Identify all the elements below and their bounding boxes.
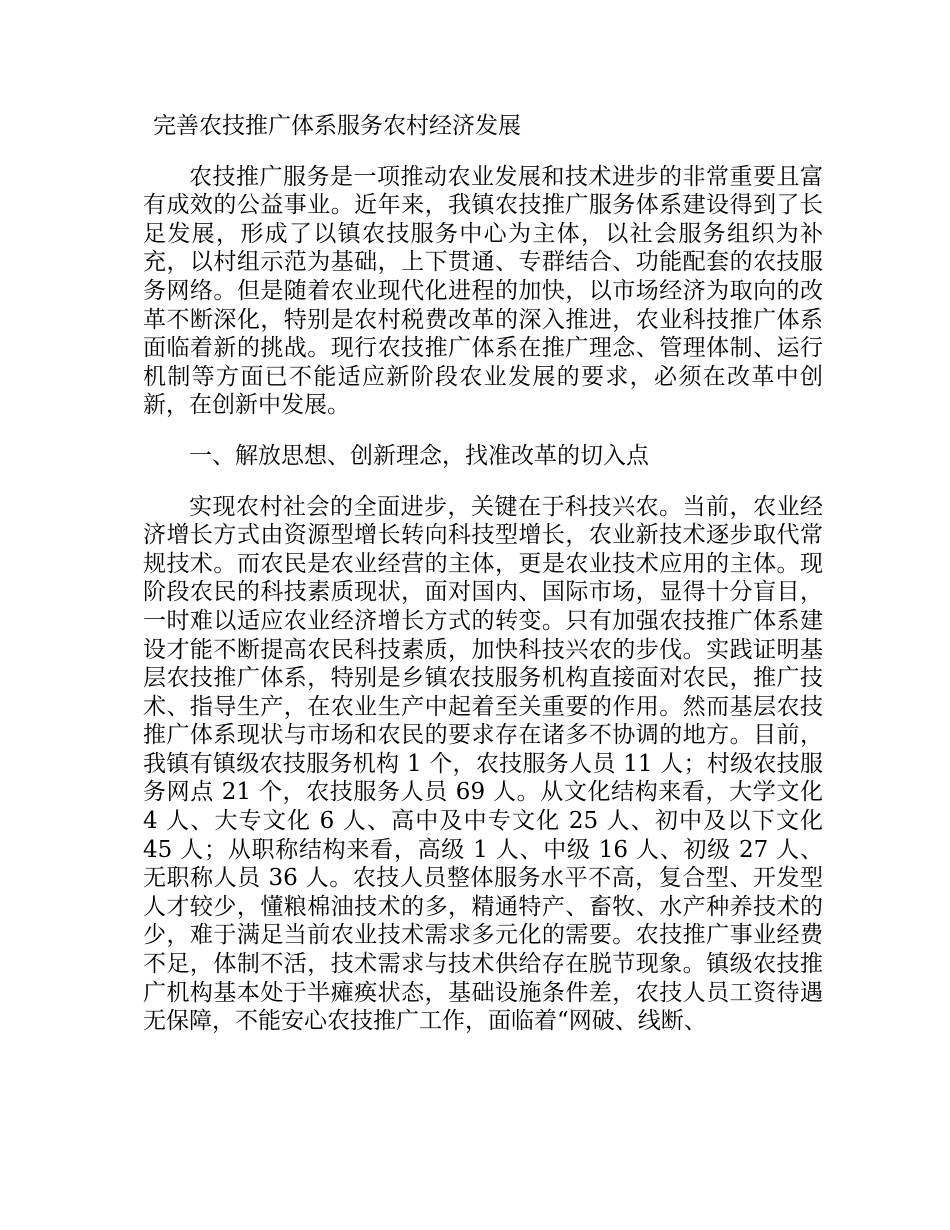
section-heading: 一、解放思想、创新理念，找准改革的切入点 xyxy=(189,442,649,469)
intro-paragraph: 农技推广服务是一项推动农业发展和技术进步的非常重要且富有成效的公益事业。近年来，我镇农技推广服务体系建设得到了长足发展，形成了以镇农技服务中心为主体，以社会服务组织为补充，以村组示范为基础，上下贯通、专群结合、功能配套的农技服务网络。但是随着农业现代化进程的加快，以市场经济为取向的改革不断深化，特别是农村税费改革的深入推进，农业科技推广体系面临着新的挑战。现行农技推广体系在推广理念、管理体制、运行机制等方面已不能适应新阶段农业发展的要求，必须在改革中创新，在创新中发展。 xyxy=(143,163,823,419)
body-paragraph: 实现农村社会的全面进步，关键在于科技兴农。当前，农业经济增长方式由资源型增长转向科技型增长，农业新技术逐步取代常规技术。而农民是农业经营的主体，更是农业技术应用的主体。现阶段农民的科技素质现状，面对国内、国际市场，显得十分盲目，一时难以适应农业经济增长方式的转变。只有加强农技推广体系建设才能不断提高农民科技素质，加快科技兴农的步伐。实践证明基层农技推广体系，特别是乡镇农技服务机构直接面对农民，推广技术、指导生产，在农业生产中起着至关重要的作用。然而基层农技推广体系现状与市场和农民的要求存在诸多不协调的地方。目前，我镇有镇级农技服务机构 1 个，农技服务人员 11 人；村级农技服务网点 21 个，农技服务人员 69 人。从文化结构来看，大学文化 4 人、大专文化 6 人、高中及中专文化 25 人、初中及以下文化 45 人；从职称结构来看，高级 1 人、中级 16 人、初级 27 人、无职称人员 36 人。农技人员整体服务水平不高，复合型、开发型人才较少，懂粮棉油技术的多，精通特产、畜牧、水产种养技术的少，难于满足当前农业技术需求多元化的需要。农技推广事业经费不足，体制不活，技术需求与技术供给存在脱节现象。镇级农技推广机构基本处于半瘫痪状态，基础设施条件差，农技人员工资待遇无保障，不能安心农技推广工作，面临着“网破、线断、 xyxy=(143,493,823,1035)
document-body xyxy=(143,112,823,1058)
document-title: 完善农技推广体系服务农村经济发展 xyxy=(153,113,521,139)
